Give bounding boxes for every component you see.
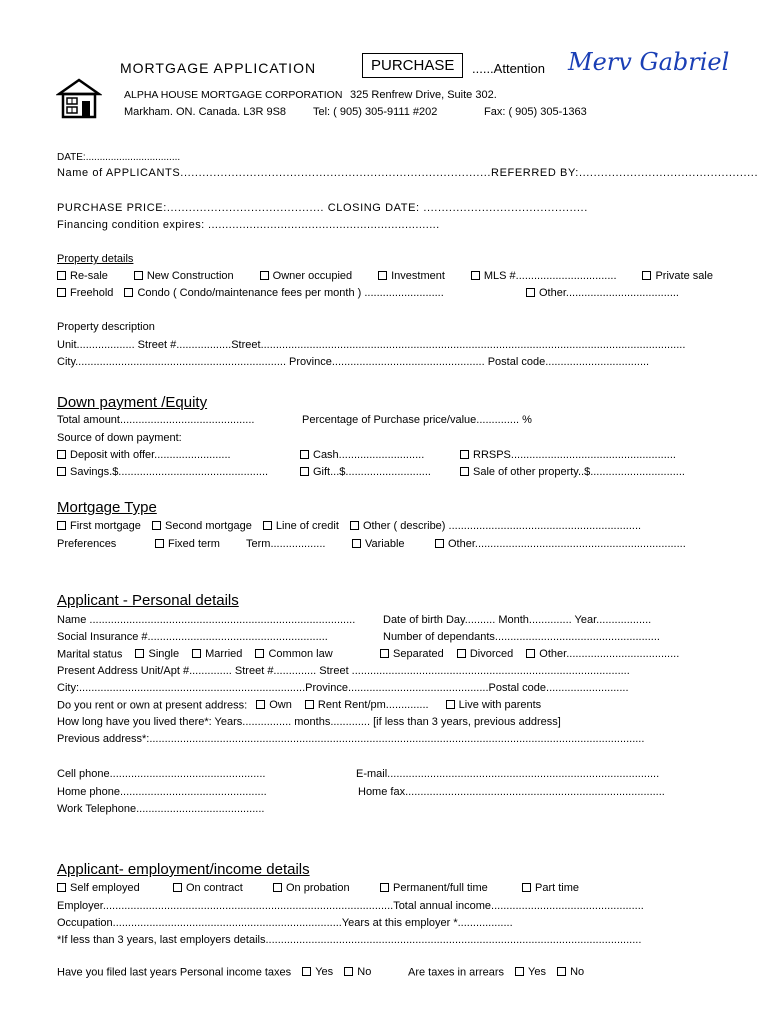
down-payment-heading: Down payment /Equity	[57, 394, 208, 411]
separated-checkbox[interactable]	[380, 649, 389, 658]
on-contract-label: On contract	[186, 882, 243, 894]
new-construction-label: New Construction	[146, 270, 234, 282]
part-time-label: Part time	[535, 882, 580, 894]
rrsps-checkbox[interactable]	[460, 450, 469, 459]
sin-field[interactable]: Social Insurance #...........................................................	[57, 631, 328, 643]
deposit-checkbox[interactable]	[57, 450, 66, 459]
home-fax-field[interactable]: Home fax.....................................................................................	[358, 786, 665, 798]
cash-checkbox[interactable]	[300, 450, 309, 459]
on-contract-checkbox[interactable]	[173, 883, 182, 892]
rent-label: Rent Rent/pm..............	[317, 699, 429, 711]
divorced-checkbox[interactable]	[457, 649, 466, 658]
own-label: Own	[269, 699, 292, 711]
own-rent-label: Do you rent or own at present address:	[57, 699, 248, 712]
preferences-label: Preferences	[57, 538, 117, 550]
work-phone-field[interactable]: Work Telephone..........................................	[57, 803, 265, 815]
present-address-field[interactable]: Present Address Unit/Apt #.............. Street #.............. Street ...........................................................................................	[57, 665, 630, 677]
first-mortgage-label: First mortgage	[70, 520, 141, 532]
dob-field[interactable]: Date of birth Day.......... Month.............. Year..................	[383, 614, 652, 626]
arrears-yes-label: Yes	[528, 966, 546, 978]
unit-street-field[interactable]: Unit................... Street #..................Street...........................................................................................................................................	[57, 339, 686, 351]
single-label: Single	[148, 648, 180, 660]
company-fax: Fax: ( 905) 305-1363	[484, 106, 587, 118]
deposit-label: Deposit with offer.........................	[70, 449, 231, 461]
present-city-field[interactable]: City:..........................................................................Province..............................................Postal code...........................	[57, 682, 629, 694]
part-time-checkbox[interactable]	[522, 883, 531, 892]
purchase-box: PURCHASE	[362, 53, 463, 78]
source-label: Source of down payment:	[57, 432, 182, 444]
signature: Merv Gabriel	[568, 48, 730, 76]
previous-address-field[interactable]: Previous address*:..................................................................................................................................................................	[57, 733, 645, 745]
arrears-no-label: No	[570, 966, 585, 978]
own-checkbox[interactable]	[256, 700, 265, 709]
pref-other-label: Other.....................................................................	[448, 538, 686, 550]
second-mortgage-checkbox[interactable]	[152, 521, 161, 530]
arrears-no-checkbox[interactable]	[557, 967, 566, 976]
savings-label: Savings.$.................................................	[70, 466, 269, 478]
company-address2: Markham. ON. Canada. L3R 9S8	[124, 106, 287, 118]
attention-label: ......Attention	[472, 61, 545, 76]
divorced-label: Divorced	[469, 648, 514, 660]
resale-checkbox[interactable]	[57, 271, 66, 280]
mortgage-type-heading: Mortgage Type	[57, 499, 157, 516]
on-probation-checkbox[interactable]	[273, 883, 282, 892]
fixed-term-label: Fixed term	[168, 538, 220, 550]
investment-checkbox[interactable]	[378, 271, 387, 280]
taxes-filed-yes-checkbox[interactable]	[302, 967, 311, 976]
variable-checkbox[interactable]	[352, 539, 361, 548]
house-logo-icon	[56, 77, 102, 122]
private-sale-checkbox[interactable]	[642, 271, 651, 280]
line-of-credit-checkbox[interactable]	[263, 521, 272, 530]
savings-checkbox[interactable]	[57, 467, 66, 476]
single-checkbox[interactable]	[135, 649, 144, 658]
pref-other-checkbox[interactable]	[435, 539, 444, 548]
private-sale-label: Private sale	[655, 270, 713, 282]
form-title: MORTGAGE APPLICATION	[120, 60, 317, 76]
new-construction-checkbox[interactable]	[134, 271, 143, 280]
condo-checkbox[interactable]	[124, 288, 133, 297]
property-heading: Property details	[57, 253, 134, 265]
personal-heading: Applicant - Personal details	[57, 592, 239, 609]
rrsps-label: RRSPS......................................................	[473, 449, 676, 461]
freehold-label: Freehold	[70, 287, 114, 299]
rent-checkbox[interactable]	[305, 700, 314, 709]
mortgage-other-checkbox[interactable]	[350, 521, 359, 530]
permanent-checkbox[interactable]	[380, 883, 389, 892]
company-name: ALPHA HOUSE MORTGAGE CORPORATION	[124, 89, 343, 101]
permanent-label: Permanent/full time	[393, 882, 488, 894]
parents-checkbox[interactable]	[446, 700, 455, 709]
name-field[interactable]: Name .......................................................................................	[57, 614, 356, 626]
home-phone-field[interactable]: Home phone................................................	[57, 786, 267, 798]
mls-label: MLS #.................................	[483, 270, 617, 282]
employment-heading: Applicant- employment/income details	[57, 861, 310, 878]
line-of-credit-label: Line of credit	[275, 520, 339, 532]
how-long-field[interactable]: How long have you lived there*: Years................ months............. [if less than 3 years, previous address]	[57, 716, 561, 728]
date-field[interactable]: DATE:..................................	[57, 152, 181, 163]
taxes-filed-yes-label: Yes	[315, 966, 334, 978]
dependants-field[interactable]: Number of dependants......................................................	[383, 631, 660, 643]
separated-label: Separated	[393, 648, 444, 660]
taxes-filed-no-label: No	[357, 966, 372, 978]
married-checkbox[interactable]	[192, 649, 201, 658]
first-mortgage-checkbox[interactable]	[57, 521, 66, 530]
property-other-label: Other.....................................	[539, 287, 679, 299]
marital-other-checkbox[interactable]	[526, 649, 535, 658]
gift-checkbox[interactable]	[300, 467, 309, 476]
property-desc-heading: Property description	[57, 321, 155, 333]
on-probation-label: On probation	[286, 882, 350, 894]
freehold-checkbox[interactable]	[57, 288, 66, 297]
self-employed-checkbox[interactable]	[57, 883, 66, 892]
company-tel: Tel: ( 905) 305-9111 #202	[313, 106, 438, 118]
self-employed-label: Self employed	[70, 882, 140, 894]
cell-phone-field[interactable]: Cell phone...................................................	[57, 768, 266, 780]
fixed-term-checkbox[interactable]	[155, 539, 164, 548]
term-field[interactable]: Term..................	[246, 538, 326, 550]
cash-label: Cash............................	[313, 449, 425, 461]
mortgage-other-label: Other ( describe) ...............................................................	[362, 520, 642, 532]
sale-other-label: Sale of other property..$...............................	[473, 466, 685, 478]
common-law-checkbox[interactable]	[255, 649, 264, 658]
email-field[interactable]: E-mail.........................................................................................	[356, 768, 660, 780]
arrears-yes-checkbox[interactable]	[515, 967, 524, 976]
investment-label: Investment	[391, 270, 445, 282]
purchase-price-field[interactable]: PURCHASE PRICE:........................................... CLOSING DATE: .............................................	[57, 202, 588, 214]
owner-occupied-label: Owner occupied	[272, 270, 353, 282]
employer-field[interactable]: Employer...............................................................................................Total annual income..................................................	[57, 900, 644, 912]
property-other-checkbox[interactable]	[526, 288, 535, 297]
resale-label: Re-sale	[70, 270, 108, 282]
applicants-field[interactable]: Name of APPLICANTS.....................................................................................REFERRED BY:.................................................	[57, 167, 759, 179]
married-label: Married	[205, 648, 243, 660]
marital-other-label: Other.....................................	[539, 648, 680, 660]
occupation-field[interactable]: Occupation...........................................................................Years at this employer *..................	[57, 917, 513, 929]
percentage-field[interactable]: Percentage of Purchase price/value.............. %	[302, 414, 532, 426]
sale-other-checkbox[interactable]	[460, 467, 469, 476]
marital-label: Marital status	[57, 648, 123, 661]
previous-employer-field[interactable]: *If less than 3 years, last employers details...........................................................................................................................	[57, 934, 642, 946]
city-province-field[interactable]: City..................................................................... Province.................................................. Postal code..................................	[57, 356, 650, 368]
mls-checkbox[interactable]	[471, 271, 480, 280]
second-mortgage-label: Second mortgage	[164, 520, 252, 532]
condo-label: Condo ( Condo/maintenance fees per month ) ..........................	[137, 287, 444, 299]
common-law-label: Common law	[268, 648, 333, 660]
variable-label: Variable	[365, 538, 405, 550]
taxes-filed-label: Have you filed last years Personal income taxes	[57, 966, 292, 979]
total-amount-field[interactable]: Total amount............................................	[57, 414, 255, 426]
financing-field[interactable]: Financing condition expires: ...................................................................	[57, 219, 440, 231]
owner-occupied-checkbox[interactable]	[260, 271, 269, 280]
arrears-label: Are taxes in arrears	[408, 966, 504, 979]
company-address1: 325 Renfrew Drive, Suite 302.	[350, 89, 497, 101]
taxes-filed-no-checkbox[interactable]	[344, 967, 353, 976]
gift-label: Gift...$............................	[313, 466, 431, 478]
parents-label: Live with parents	[458, 699, 542, 711]
